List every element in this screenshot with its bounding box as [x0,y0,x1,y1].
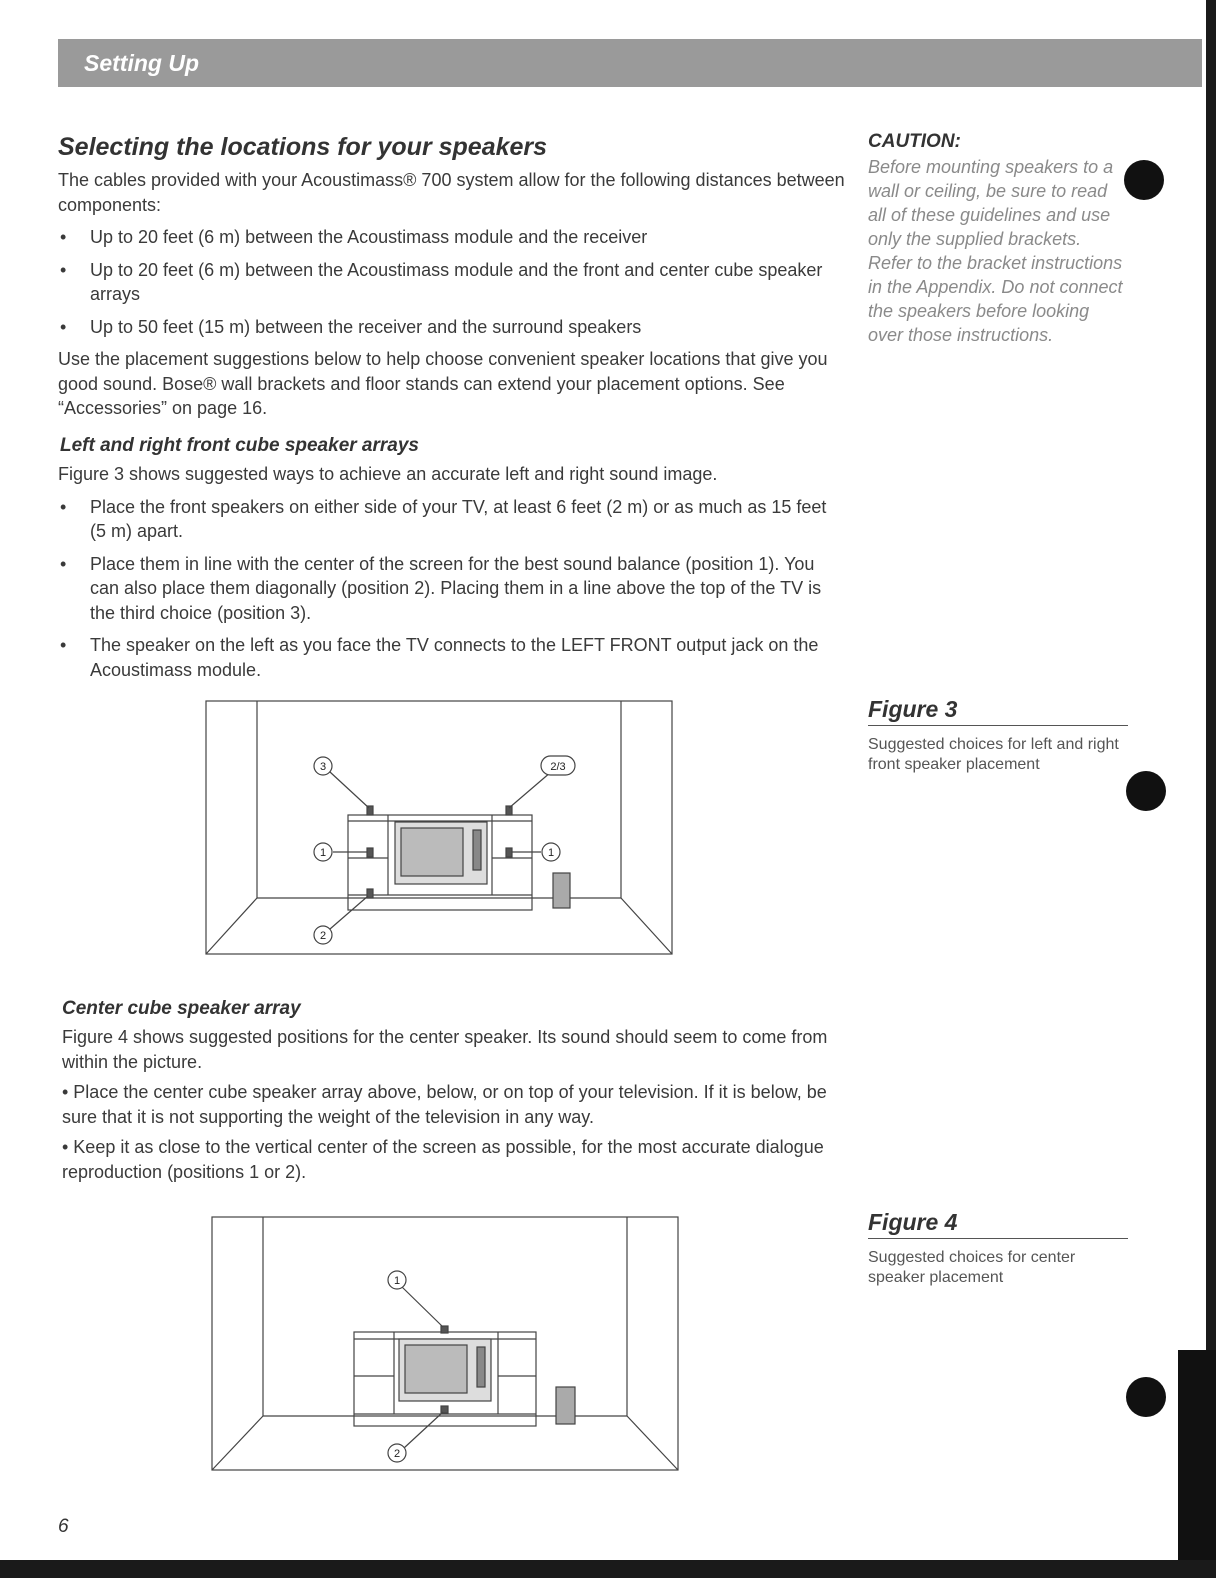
front-arrays-body [58,462,838,682]
list-item: • Up to 20 feet (6 m) between the Acoustimass module and the front and center cube speaker arrays [58,258,848,307]
center-intro: Figure 4 shows suggested positions for the center speaker. Its sound should seem to come from within the picture. [62,1027,828,1072]
center-array-heading: Center cube speaker array [62,998,301,1019]
page-edge-right [1206,0,1216,1578]
figure3-title: Figure 3 [868,696,1128,726]
speaker [506,848,512,857]
center-paragraph: • Place the center cube speaker array above, below, or on top of your television. If it is below, be sure that it is not supporting the weight of the television in any way. [62,1082,827,1127]
header-bar [58,39,1202,87]
front-arrays-list [58,495,838,683]
list-item: • Up to 50 feet (15 m) between the receiver and the surround speakers [58,315,848,340]
page-number: 6 [58,1516,69,1537]
callout-label: 2 [319,930,327,942]
speaker [441,1406,448,1413]
figure3-legend [868,696,1128,775]
callout-label: 1 [319,847,327,859]
list-item: • Place the front speakers on either side of your TV, at least 6 feet (2 m) or as much as 15 feet (5 m) apart. [58,495,838,544]
page-edge-shadow [1178,1350,1216,1578]
center-paragraph: • Keep it as close to the vertical center of the screen as possible, for the most accurate dialogue reproduction (positions 1 or 2). [62,1137,824,1182]
figure4-title: Figure 4 [868,1209,1128,1239]
header-title: Setting Up [84,50,199,76]
distance-list [58,225,848,339]
figure4-illustration [211,1216,679,1472]
callout-label: 2 [393,1448,401,1460]
center-array-body [62,1025,852,1184]
binder-hole [1126,771,1166,811]
front-arrays-intro: Figure 3 shows suggested ways to achieve an accurate left and right sound image. [58,464,718,484]
section-body [58,168,848,421]
figure3-illustration [205,700,673,956]
figure4-legend [868,1209,1128,1288]
callout-label: 2/3 [550,761,566,773]
section-title: Selecting the locations for your speakers [58,133,548,161]
figure3-caption: Suggested choices for left and right front speaker placement [868,736,1119,773]
section-intro: The cables provided with your Acoustimass® 700 system allow for the following distances between components: [58,170,845,215]
figure4-caption: Suggested choices for center speaker placement [868,1249,1076,1286]
front-arrays-heading: Left and right front cube speaker arrays [60,435,419,456]
callout-label: 1 [393,1275,401,1287]
page-edge-bottom [0,1560,1216,1578]
acoustimass-module [553,873,570,908]
binder-hole [1126,1377,1166,1417]
binder-hole [1124,160,1164,200]
list-item: • Up to 20 feet (6 m) between the Acoustimass module and the receiver [58,225,848,250]
caution-box [868,131,1128,347]
callout-label: 3 [319,761,327,773]
callout-label: 1 [547,847,555,859]
caution-title: CAUTION: [868,131,961,152]
list-item: • The speaker on the left as you face the TV connects to the LEFT FRONT output jack on the Acoustimass module. [58,633,838,682]
caution-text: Before mounting speakers to a wall or ceiling, be sure to read all of these guidelines and use only the supplied brackets. Refer to the bracket instructions in the Appendix. Do not connect the speakers before looking over those instructions. [868,157,1123,345]
speaker [367,848,373,857]
placement-paragraph: Use the placement suggestions below to help choose convenient speaker locations that give you good sound. Bose® wall brackets and floor stands can extend your placement options. See “Accessories” on page 16. [58,349,828,418]
acoustimass-module [556,1387,575,1424]
list-item: • Place them in line with the center of the screen for the best sound balance (position 1). You can also place them diagonally (position 2). Placing them in a line above the top of the TV is the third choice (position 3). [58,552,838,626]
speaker [441,1326,448,1333]
